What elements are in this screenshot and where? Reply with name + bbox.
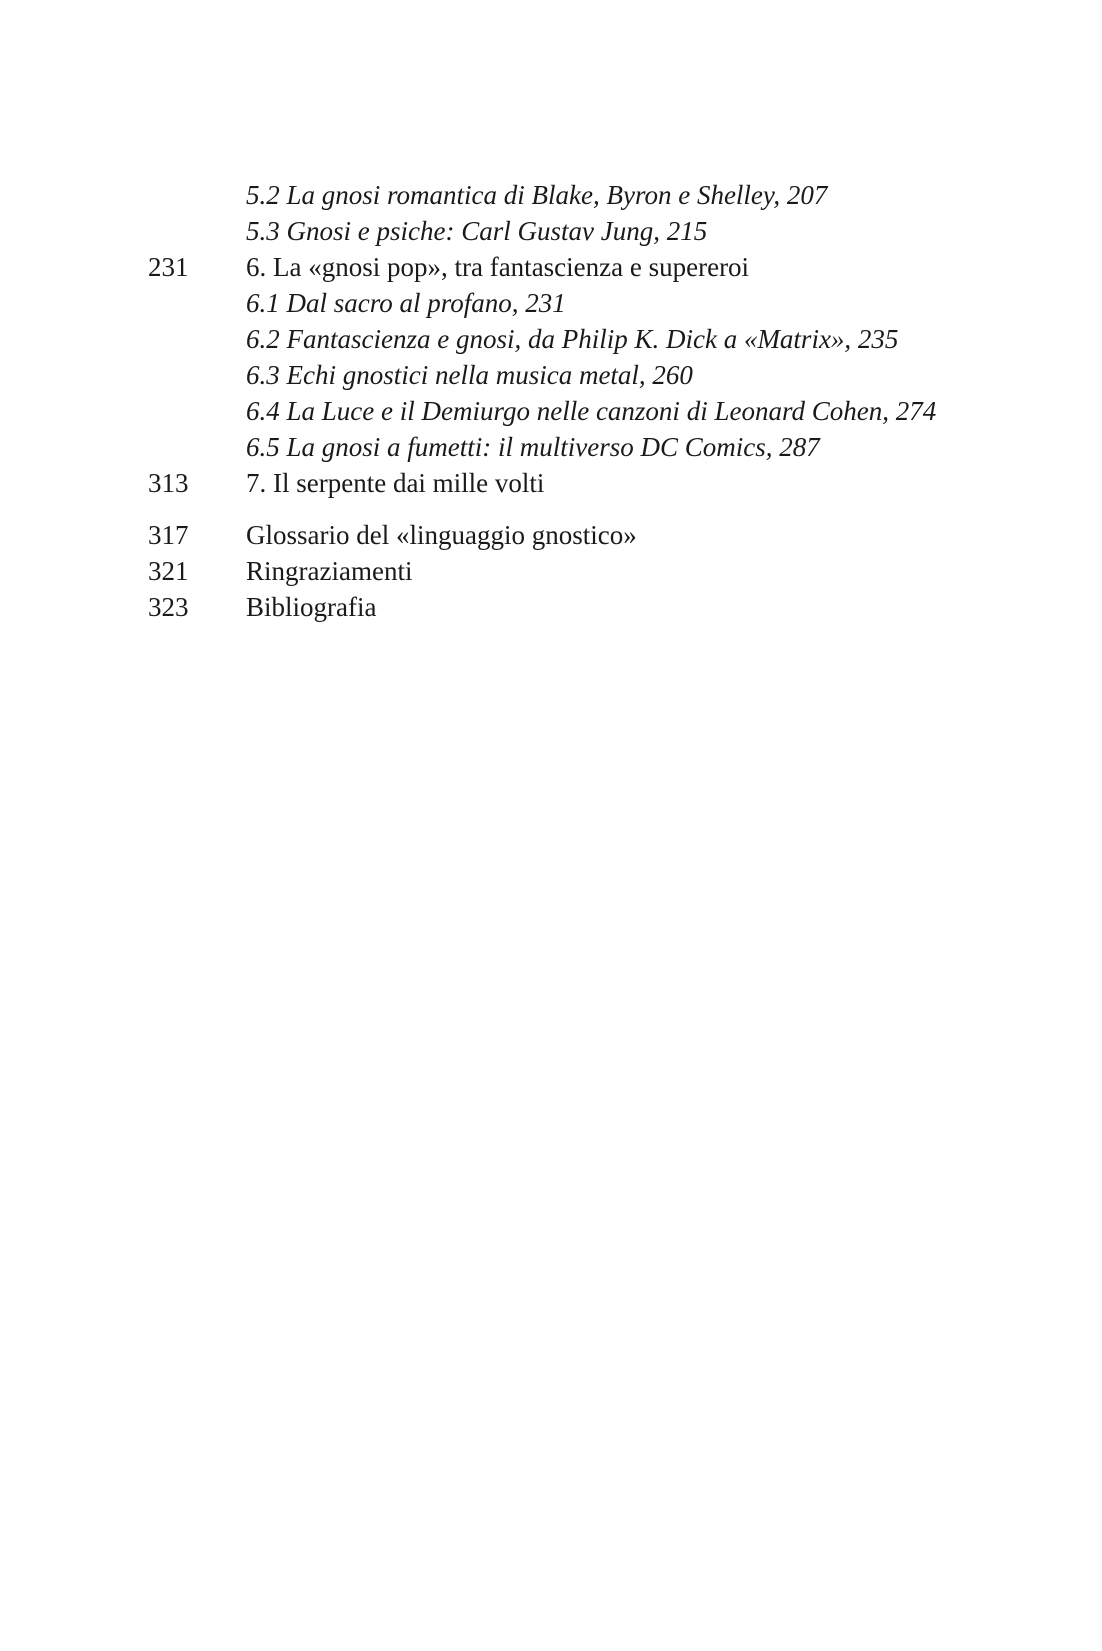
toc-page-number: 321	[148, 556, 189, 586]
toc-page-number: 313	[148, 468, 189, 498]
toc-title: 7. Il serpente dai mille volti	[246, 468, 545, 498]
toc-title: 5.2 La gnosi romantica di Blake, Byron e Shelley, 207	[246, 180, 828, 210]
toc-page-number: 231	[148, 252, 189, 282]
toc-title: 6.5 La gnosi a fumetti: il multiverso DC Comics, 287	[246, 432, 820, 462]
toc-title: 6. La «gnosi pop», tra fantascienza e supereroi	[246, 252, 750, 282]
toc-title: 6.3 Echi gnostici nella musica metal, 260	[246, 360, 693, 390]
toc-entry-glossary	[148, 517, 948, 553]
toc-title: Ringraziamenti	[246, 556, 413, 586]
toc-title: Glossario del «linguaggio gnostico»	[246, 520, 637, 550]
toc-entry-chapter-7	[148, 465, 948, 501]
toc-title: 6.2 Fantascienza e gnosi, da Philip K. Dick a «Matrix», 235	[246, 324, 899, 354]
toc-entry-6-1	[148, 285, 948, 321]
toc-entry-6-2	[148, 321, 948, 357]
toc-entry-5-3	[148, 213, 948, 249]
toc-entry-chapter-6	[148, 249, 948, 285]
toc-entry-5-2	[148, 177, 948, 213]
toc-page-number: 317	[148, 520, 189, 550]
toc-title: 6.1 Dal sacro al profano, 231	[246, 288, 566, 318]
table-of-contents	[148, 177, 948, 625]
toc-title: 5.3 Gnosi e psiche: Carl Gustav Jung, 215	[246, 216, 708, 246]
toc-entry-acknowledgements	[148, 553, 948, 589]
toc-page-number: 323	[148, 592, 189, 622]
toc-title: 6.4 La Luce e il Demiurgo nelle canzoni di Leonard Cohen, 274	[246, 396, 937, 426]
toc-title: Bibliografia	[246, 592, 377, 622]
toc-entry-6-5	[148, 429, 948, 465]
toc-entry-6-4	[148, 393, 948, 429]
toc-entry-bibliography	[148, 589, 948, 625]
toc-entry-6-3	[148, 357, 948, 393]
